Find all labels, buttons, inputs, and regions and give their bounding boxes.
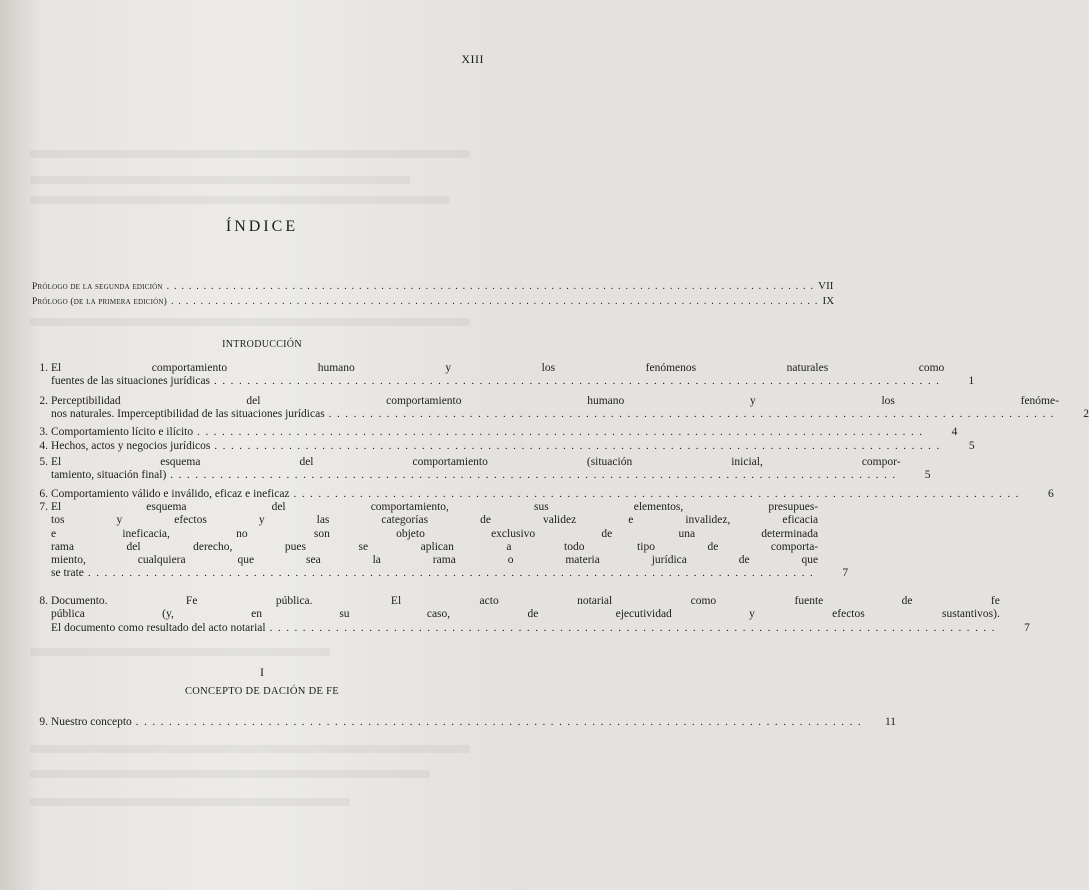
toc-page: 6 [1048,488,1054,500]
toc-entry-line: Perceptibilidad del comportamiento humano y los fenóme- [51,395,1059,407]
toc-prologue-label: Prólogo (de la primera edición) [32,297,168,307]
toc-entry-line: rama del derecho, pues se aplican a todo tipo de comporta- [51,540,819,553]
bleed-through [30,196,450,204]
dot-leader [214,440,940,453]
dot-leader [136,716,862,729]
dot-leader [167,281,815,292]
toc-entry-line: Documento. Fe pública. El acto notarial como fuente de fe [51,595,1000,607]
toc-entry-text [51,595,1000,635]
toc-entry [30,456,931,483]
toc-page: IX [822,295,835,307]
chapter-number: I [260,665,264,679]
bleed-through [30,318,470,326]
dot-leader [170,469,896,482]
toc-prologue [32,280,834,294]
toc-page: 5 [924,469,931,482]
bleed-through [30,648,330,656]
toc-page: 4 [951,426,958,438]
toc-entry [30,362,975,389]
toc-entry-number: 7. [39,501,48,513]
toc-prologue [32,295,835,309]
section-heading: INTRODUCCIÓN [222,339,302,350]
toc-entry-line: e ineficacia, no son objeto exclusivo de una determinada [51,527,819,540]
toc-entry-number: 3. [39,426,48,438]
dot-leader [294,488,1020,501]
dot-leader [214,375,940,388]
toc-page: 1 [968,375,975,388]
toc-entry-line: pública (y, en su caso, de ejecutividad y efectos sustantivos). [51,608,1000,621]
toc-entry-text [51,456,901,483]
toc-entry [30,501,849,581]
toc-entry [30,395,1089,422]
dot-leader [88,567,814,580]
toc-entry [30,426,958,439]
toc-entry-line: tos y efectos y las categorías de validez e invalidez, eficacia [51,514,819,527]
toc-entry-text [51,426,927,439]
bleed-through [30,770,430,778]
toc-entry-number: 2. [39,395,48,407]
toc-entry-number: 8. [39,595,48,607]
toc-entry-line: Hechos, actos y negocios jurídicos [51,440,211,452]
toc-entry [30,488,1054,501]
toc-entry-line: fuentes de las situaciones jurídicas [51,375,211,388]
toc-entry-number: 5. [39,456,48,468]
toc-entry-line: El documento como resultado del acto notarial [51,621,266,634]
toc-entry-text [51,488,1024,501]
toc-prologue-label: Prólogo de la segunda edición [32,282,163,292]
bleed-through [30,745,470,753]
toc-page: 5 [968,440,975,452]
page-number: XIII [461,52,484,66]
toc-page: VII [818,280,834,292]
toc-entry-line: tamiento, situación final) [51,469,167,482]
bleed-through [30,798,350,806]
toc-page: 11 [884,716,897,728]
page-title: ÍNDICE [225,218,299,235]
toc-entry-line: miento, cualquiera que sea la rama o materia jurídica de que [51,554,819,567]
toc-entry-line: Comportamiento lícito e ilícito [51,426,194,438]
dot-leader [197,426,923,439]
dot-leader [270,622,996,635]
toc-entry-text [51,501,818,581]
toc-entry-line: El esquema del comportamiento, sus elementos, presupues- [51,501,819,513]
toc-page: 7 [842,567,849,580]
toc-entry-line: El esquema del comportamiento (situación inicial, compor- [51,456,901,468]
toc-page: 2 [1083,408,1089,421]
toc-page: 7 [1024,621,1030,634]
toc-entry-text [51,362,944,389]
toc-entry-line: se trate [51,567,84,580]
toc-entry-number: 9. [39,716,48,728]
toc-entry-number: 4. [39,440,48,452]
dot-leader [329,408,1055,421]
toc-entry-line: El comportamiento humano y los fenómenos naturales como [51,362,945,374]
dot-leader [171,296,819,307]
chapter-title: CONCEPTO DE DACIÓN DE FE [184,686,339,697]
toc-entry-text [51,716,866,729]
bleed-through [30,150,470,158]
toc-entry-text [51,395,1059,422]
toc-entry-number: 1. [39,362,48,374]
toc-entry-line: nos naturales. Imperceptibilidad de las situaciones jurídicas [51,408,325,421]
toc-entry [30,595,1030,635]
toc-entry [30,716,897,729]
toc-entry [30,440,975,453]
toc-entry-line: Nuestro concepto [51,716,132,728]
toc-entry-text [51,440,945,453]
bleed-through [30,176,410,184]
toc-entry-number: 6. [39,488,48,500]
toc-entry-line: Comportamiento válido e inválido, eficaz e ineficaz [51,488,290,500]
